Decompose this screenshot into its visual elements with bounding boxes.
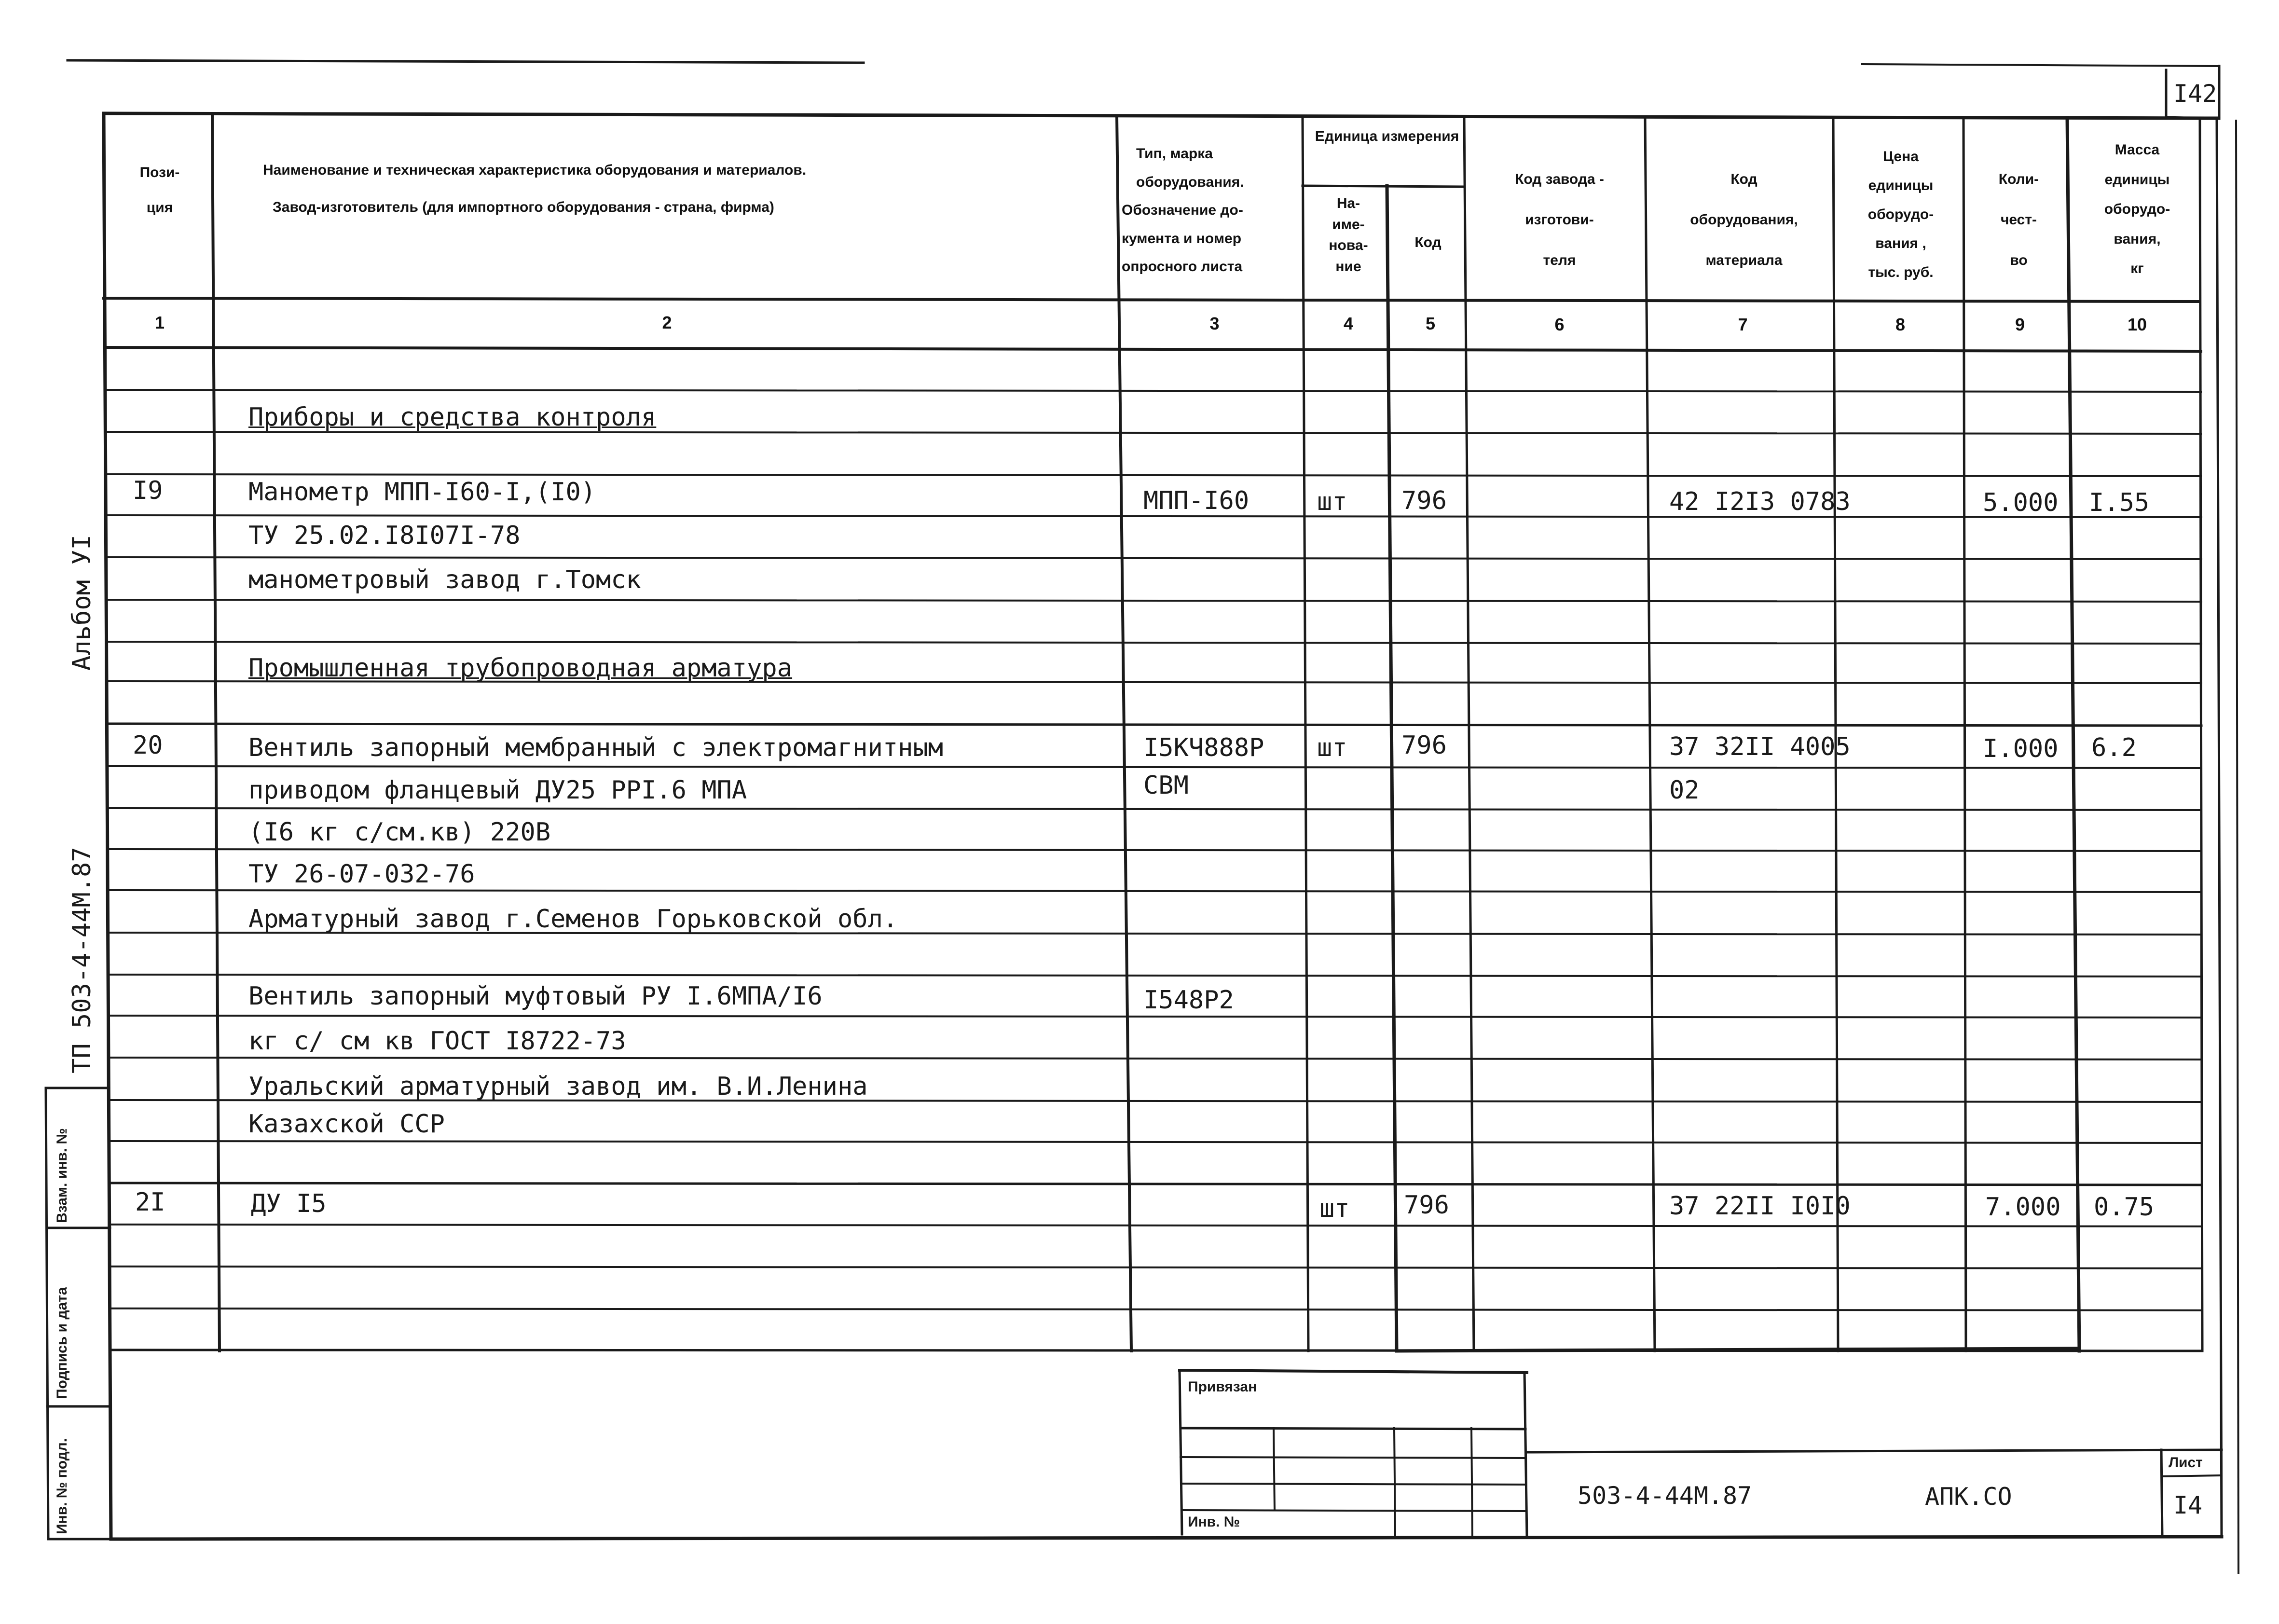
col-number: 1 bbox=[154, 313, 165, 332]
row-name: кг с/ см кв ГОСТ I8722-73 bbox=[248, 1027, 626, 1056]
col-number: 7 bbox=[1738, 315, 1748, 334]
section-title-valves: Промышленная трубопроводная арматура bbox=[248, 654, 793, 683]
privyazan-label: Привязан bbox=[1188, 1379, 1257, 1395]
row-name: манометровый завод г.Томск bbox=[248, 565, 641, 594]
sheet-top-number: I42 bbox=[2173, 80, 2217, 108]
row-mass: 6.2 bbox=[2091, 733, 2137, 762]
section-title-instruments: Приборы и средства контроля bbox=[248, 403, 657, 432]
row-mass: 0.75 bbox=[2094, 1193, 2155, 1222]
signature-date-label: Подпись и дата bbox=[54, 1287, 70, 1399]
col-number: 10 bbox=[2127, 315, 2147, 334]
row-type: СВМ bbox=[1143, 771, 1189, 800]
header-unit-code: Код bbox=[1414, 234, 1442, 250]
header-equipment-code: Код оборудования, материала bbox=[1690, 171, 1798, 268]
row-position: 20 bbox=[133, 731, 163, 760]
col-number: 4 bbox=[1343, 314, 1354, 333]
project-code-vertical: ТП 503-4-44М.87 bbox=[68, 847, 96, 1073]
col-number: 6 bbox=[1554, 315, 1565, 334]
row-quantity: 7.000 bbox=[1985, 1193, 2061, 1222]
col-number: 9 bbox=[2015, 315, 2025, 334]
row-name: приводом фланцевый ДУ25 РРI.6 МПА bbox=[248, 776, 747, 805]
row-name: ТУ 25.02.I8I07I-78 bbox=[248, 521, 521, 550]
col-number: 3 bbox=[1209, 314, 1220, 333]
row-type: I5КЧ888Р bbox=[1143, 733, 1264, 762]
col-number: 2 bbox=[662, 313, 672, 332]
row-unit-code: 796 bbox=[1401, 486, 1447, 515]
header-unit-price: Цена единицы оборудо- вания , тыс. руб. bbox=[1867, 149, 1934, 280]
header-factory-code: Код завода - изготови- теля bbox=[1515, 171, 1604, 268]
list-label: Лист bbox=[2169, 1455, 2203, 1471]
header-name: Наименование и техническая характеристика оборудования и материалов. Завод-изготовитель (для импортного оборудования - страна, фирма) bbox=[263, 162, 807, 215]
header-unit-mass: Масса единицы оборудо- вания, кг bbox=[2104, 142, 2170, 276]
row-position: 2I bbox=[135, 1188, 165, 1217]
inv-original-label: Инв. № подл. bbox=[54, 1438, 70, 1534]
row-name: Вентиль запорный мембранный с электромагнитным bbox=[248, 733, 944, 762]
inv-number-label: Инв. № bbox=[1188, 1514, 1240, 1530]
header-type: Тип, марка оборудования. Обозначение до- кумента и номер опросного листа bbox=[1122, 146, 1244, 275]
row-name: ТУ 26-07-032-76 bbox=[248, 860, 475, 889]
row-name: Уральский арматурный завод им. В.И.Ленина bbox=[248, 1072, 868, 1101]
row-equipment-code: 42 I2I3 0783 bbox=[1669, 487, 1851, 516]
header-unit-name: На- име- нова- ние bbox=[1329, 195, 1368, 275]
row-type: I548Р2 bbox=[1143, 986, 1234, 1015]
row-name: ДУ I5 bbox=[251, 1189, 327, 1218]
header-position: Пози- ция bbox=[139, 165, 180, 216]
col-number: 8 bbox=[1895, 315, 1906, 334]
row-unit: шт bbox=[1317, 733, 1347, 762]
header-quantity: Коли- чест- во bbox=[1998, 171, 2039, 268]
row-type: МПП-I60 bbox=[1143, 486, 1249, 515]
row-equipment-code: 37 22II I0I0 bbox=[1669, 1192, 1851, 1221]
row-equipment-code: 37 32II 4005 bbox=[1669, 732, 1851, 761]
row-name: Вентиль запорный муфтовый РУ I.6МПА/I6 bbox=[248, 982, 823, 1011]
header-unit: Единица измерения bbox=[1315, 128, 1459, 144]
album-label: Альбом УI bbox=[68, 535, 96, 671]
row-mass: I.55 bbox=[2089, 488, 2150, 517]
row-unit: шт bbox=[1317, 487, 1347, 516]
document-code: 503-4-44М.87 bbox=[1578, 1482, 1752, 1510]
row-equipment-code: 02 bbox=[1669, 776, 1700, 805]
col-number: 5 bbox=[1425, 314, 1436, 333]
row-quantity: I.000 bbox=[1983, 734, 2059, 763]
row-unit-code: 796 bbox=[1404, 1191, 1449, 1220]
vzam-inv-label: Взам. инв. № bbox=[54, 1128, 70, 1223]
row-name: Казахской ССР bbox=[248, 1110, 445, 1139]
row-name: (I6 кг с/см.кв) 220В bbox=[248, 818, 551, 847]
row-unit-code: 796 bbox=[1401, 731, 1447, 760]
row-name: Арматурный завод г.Семенов Горьковской обл. bbox=[248, 905, 898, 934]
row-position: I9 bbox=[133, 476, 163, 505]
row-unit: шт bbox=[1319, 1194, 1350, 1223]
row-name: Манометр МПП-I60-I,(I0) bbox=[248, 478, 596, 507]
row-quantity: 5.000 bbox=[1983, 488, 2059, 517]
list-number: I4 bbox=[2173, 1491, 2203, 1519]
set-code: АПК.СО bbox=[1925, 1483, 2012, 1511]
